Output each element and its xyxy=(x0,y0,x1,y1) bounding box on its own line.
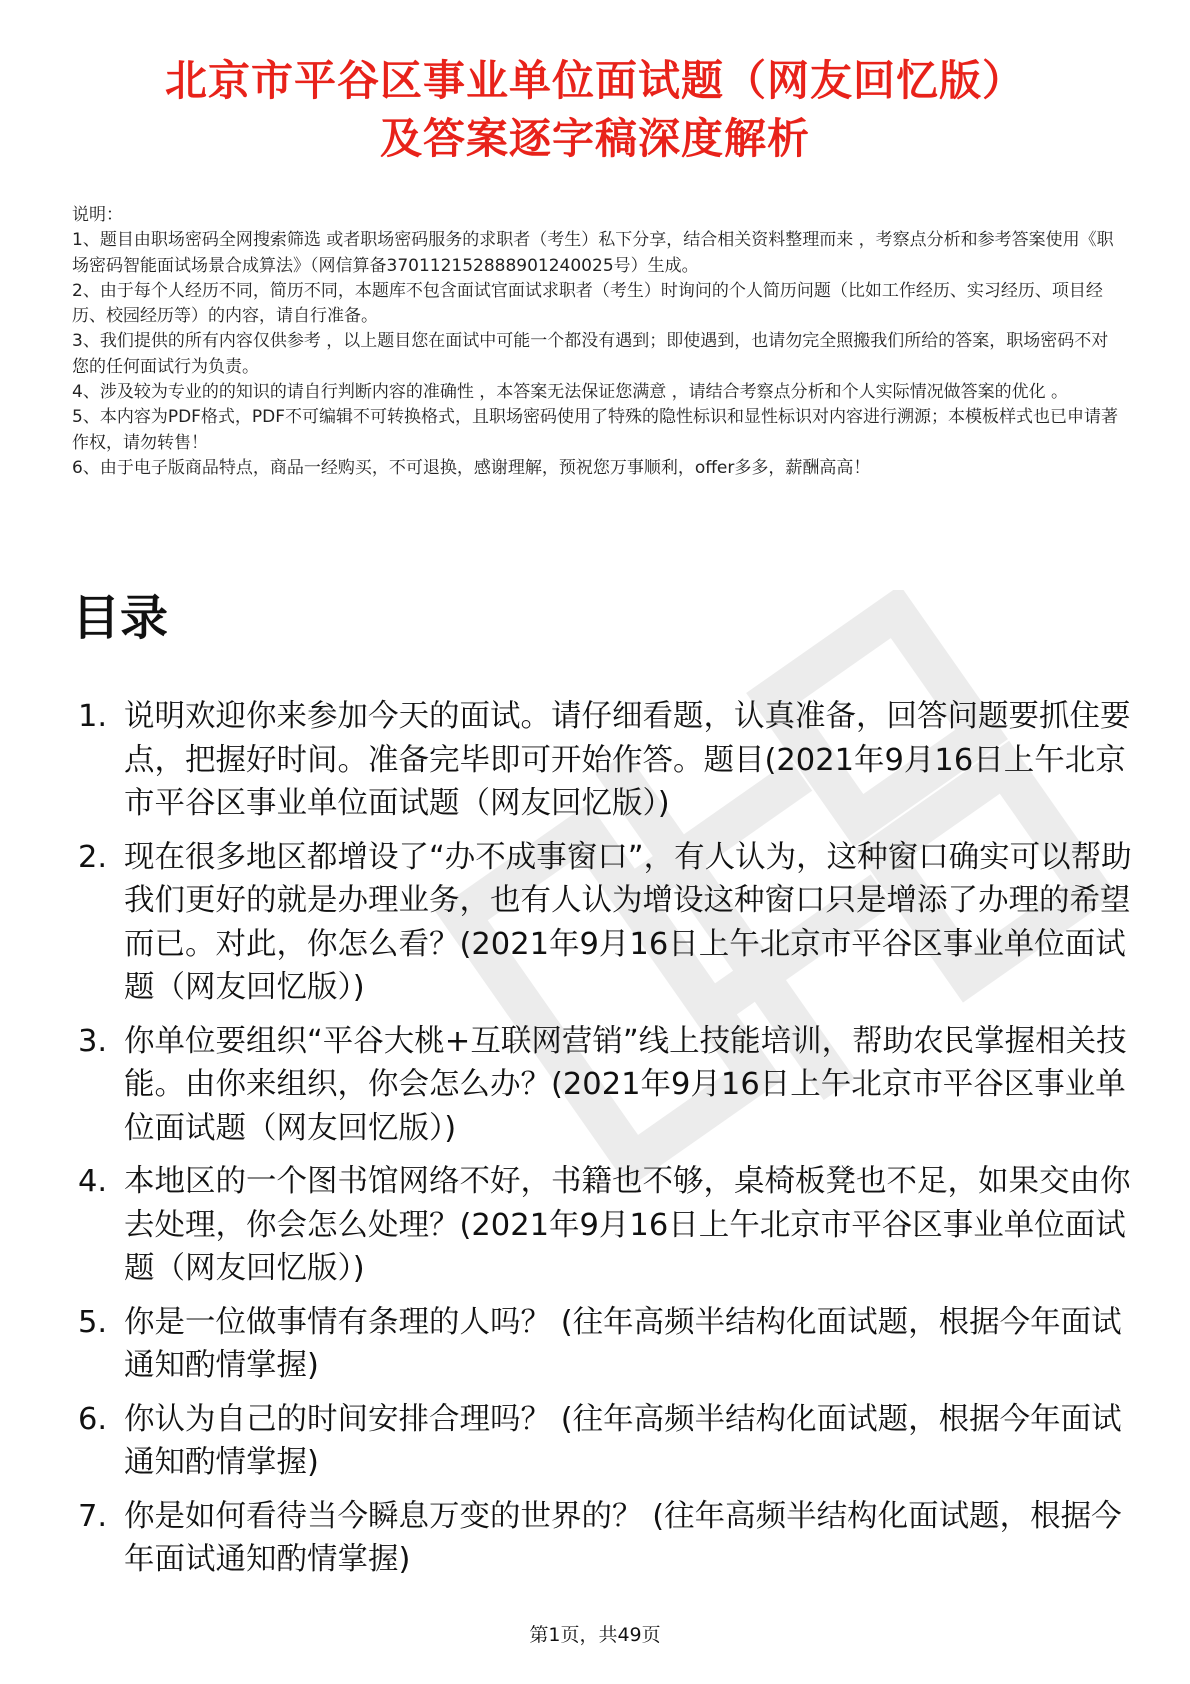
toc-item-text: 现在很多地区都增设了“办不成事窗口”，有人认为，这种窗口确实可以帮助我们更好的就是办理业务，也有人认为增设这种窗口只是增添了办理的希望而已。对此，你怎么看？(2021年9月16日上午北京市平谷区事业单位面试题（网友回忆版）) xyxy=(124,839,1132,1005)
toc-item-number: 1. xyxy=(78,699,108,734)
toc-item-text: 你是一位做事情有条理的人吗？ (往年高频半结构化面试题，根据今年面试通知酌情掌握) xyxy=(124,1304,1122,1383)
toc-item[interactable] xyxy=(72,1495,1132,1582)
toc-item-number: 5. xyxy=(78,1304,108,1340)
toc-item-number: 3. xyxy=(78,1023,108,1059)
note-item: 4、涉及较为专业的的知识的请自行判断内容的准确性 ，本答案无法保证您满意 ，请结合考察点分析和个人实际情况做答案的优化 。 xyxy=(72,382,1069,403)
note-item: 3、我们提供的所有内容仅供参考 ，以上题目您在面试中可能一个都没有遇到；即使遇到，也请勿完全照搬我们所给的答案，职场密码不对您的任何面试行为负责。 xyxy=(72,331,1109,377)
toc-item-text: 你单位要组织“平谷大桃+互联网营销”线上技能培训，帮助农民掌握相关技能。由你来组织，你会怎么办？(2021年9月16日上午北京市平谷区事业单位面试题（网友回忆版）) xyxy=(124,1023,1127,1146)
toc-item-number: 4. xyxy=(78,1164,108,1199)
document-title xyxy=(60,52,1130,168)
title-line-1: 北京市平谷区事业单位面试题（网友回忆版） xyxy=(164,56,1025,105)
toc-item[interactable] xyxy=(72,1301,1132,1388)
toc-item-text: 你认为自己的时间安排合理吗？ (往年高频半结构化面试题，根据今年面试通知酌情掌握) xyxy=(124,1401,1122,1480)
note-item: 1、题目由职场密码全网搜索筛选 或者职场密码服务的求职者（考生）私下分享，结合相关资料整理而来 ，考察点分析和参考答案使用《职场密码智能面试场景合成算法》（网信算备370112152888901240025号）生成。 xyxy=(72,230,1114,276)
toc-item[interactable] xyxy=(72,1020,1132,1151)
note-item: 5、本内容为PDF格式，PDF不可编辑不可转换格式，且职场密码使用了特殊的隐性标识和显性标识对内容进行溯源；本模板样式也已申请著作权，请勿转售！ xyxy=(72,407,1119,453)
toc-item[interactable] xyxy=(72,836,1132,1010)
note-item: 6、由于电子版商品特点，商品一经购买，不可退换，感谢理解，预祝您万事顺利，offer多多，薪酬高高！ xyxy=(72,457,871,478)
note-item: 2、由于每个人经历不同，简历不同，本题库不包含面试官面试求职者（考生）时询问的个人简历问题（比如工作经历、实习经历、项目经历、校园经历等）的内容，请自行准备。 xyxy=(72,280,1103,327)
toc-item-number: 7. xyxy=(78,1498,108,1534)
table-of-contents xyxy=(72,695,1132,1592)
toc-item-number: 2. xyxy=(78,839,108,875)
title-line-2: 及答案逐字稿深度解析 xyxy=(379,114,810,163)
toc-item[interactable] xyxy=(72,695,1132,826)
page-number-footer: 第1页，共49页 xyxy=(529,1624,661,1646)
toc-item-number: 6. xyxy=(78,1401,108,1437)
toc-item-text: 本地区的一个图书馆网络不好，书籍也不够，桌椅板凳也不足，如果交由你去处理，你会怎么处理？(2021年9月16日上午北京市平谷区事业单位面试题（网友回忆版）) xyxy=(124,1164,1131,1286)
toc-item[interactable] xyxy=(72,1398,1132,1485)
notes-heading: 说明： xyxy=(72,205,123,225)
toc-item-text: 你是如何看待当今瞬息万变的世界的？ (往年高频半结构化面试题，根据今年面试通知酌情掌握) xyxy=(124,1498,1122,1577)
toc-heading: 目录 xyxy=(72,590,169,646)
toc-item[interactable] xyxy=(72,1160,1132,1291)
instructions-block xyxy=(72,203,1122,481)
toc-item-text: 说明欢迎你来参加今天的面试。请仔细看题，认真准备，回答问题要抓住要点，把握好时间。准备完毕即可开始作答。题目(2021年9月16日上午北京市平谷区事业单位面试题（网友回忆版）) xyxy=(124,699,1131,821)
